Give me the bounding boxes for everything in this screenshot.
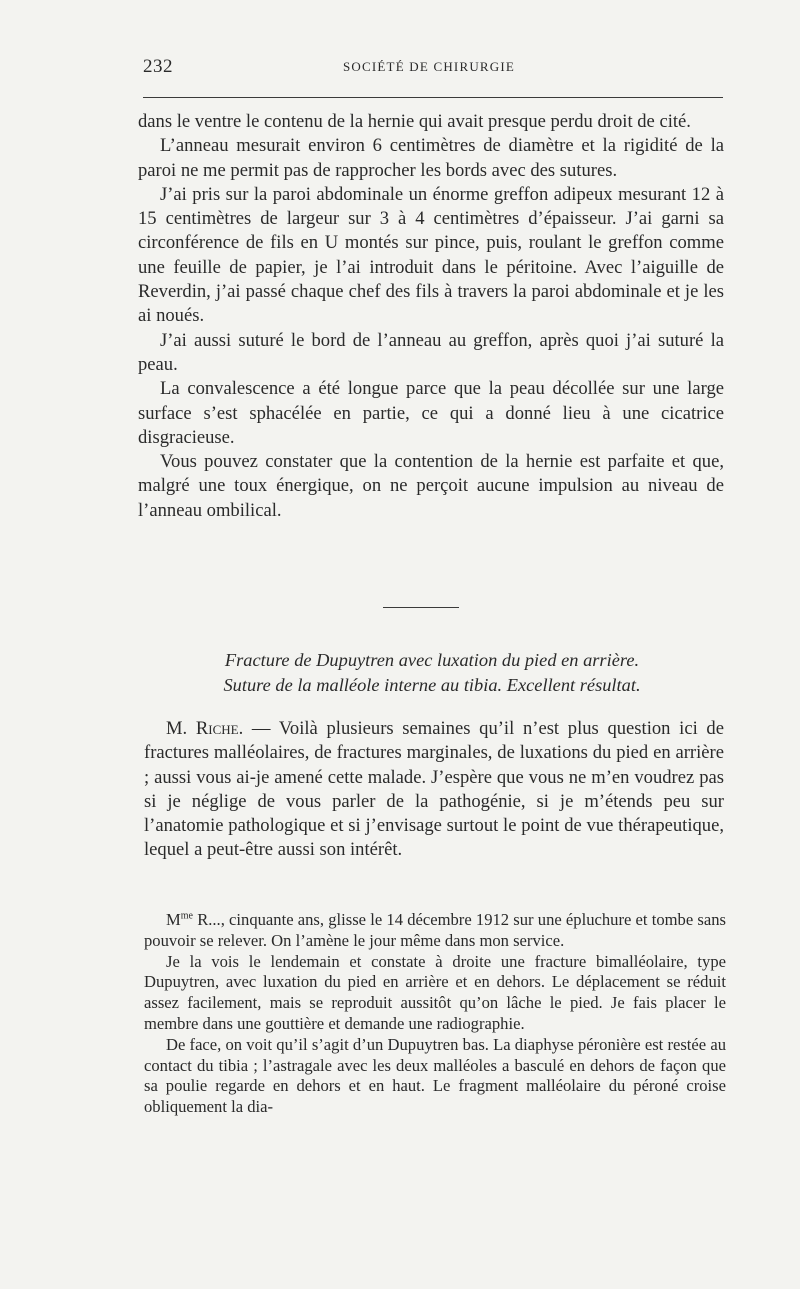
case-paragraph-3: De face, on voit qu’il s’agit d’un Dupuytren bas. La diaphyse péronière est restée au contact du tibia ; l’astragale avec les deux malléoles a basculé en dehors de façon que sa poulie regarde en dehors et en haut. Le fragment malléolaire du péroné croise obliquement la dia-: [144, 1034, 726, 1117]
intro-paragraph: [144, 717, 724, 863]
header-rule: [143, 97, 723, 98]
section-separator: [383, 607, 459, 608]
article-title-line-1: Fracture de Dupuytren avec luxation du pied en arrière.: [224, 650, 640, 670]
case-paragraph-2: Je la vois le lendemain et constate à droite une fracture bimalléolaire, type Dupuytren, avec luxation du pied en arrière et en dehors. Le déplacement se réduit assez facilement, mais se reproduit aussitôt qu’on lâche le pied. Je fais placer le membre dans une gouttière et demande une radiographie.: [144, 951, 726, 1033]
paragraph-graft: J’ai pris sur la paroi abdominale un énorme greffon adipeux mesurant 12 à 15 centimètres de largeur sur 3 à 4 centimètres d’épaisseur. J’ai garni sa circonférence de fils en U montés sur pince, puis, roulant le greffon comme une feuille de papier, je l’ai introduit dans le péritoine. Avec l’aiguille de Reverdin, j’ai passé chaque chef des fils à travers la paroi abdominale et je les ai noués.: [138, 183, 724, 327]
paragraph-ring: L’anneau mesurait environ 6 centimètres de diamètre et la rigidité de la paroi ne me permit pas de rapprocher les bords avec des sutures.: [138, 135, 724, 181]
page-number: 232: [143, 56, 173, 77]
article-intro: [144, 717, 724, 863]
paragraph-result: Vous pouvez constater que la contention de la hernie est parfaite et que, malgré une toux énergique, on ne perçoit aucune impulsion au niveau de l’anneau ombilical.: [138, 451, 724, 521]
case-prefix-sup: me: [180, 910, 193, 922]
case-report: [144, 910, 726, 1118]
intro-text: — Voilà plusieurs semaines qu’il n’est plus question ici de fractures malléolaires, de fractures marginales, de luxations du pied en arrière ; aussi vous ai-je amené cette malade. J’espère que vous ne m’en voudrez pas si je néglige de vous parler de la pathogénie, si je m’étends peu sur l’anatomie pathologique et si j’envisage surtout le point de vue thérapeutique, lequel a peut-être aussi son intérêt.: [144, 718, 724, 861]
paragraph-suture: J’ai aussi suturé le bord de l’anneau au greffon, après quoi j’ai suturé la peau.: [138, 329, 724, 375]
running-head: [143, 56, 723, 80]
case-paragraph-1: [144, 910, 726, 952]
case-prefix: M: [166, 910, 181, 929]
journal-title: SOCIÉTÉ DE CHIRURGIE: [343, 59, 516, 74]
article-title-line-2: Suture de la malléole interne au tibia. Excellent résultat.: [223, 674, 641, 695]
author-name: M. Riche.: [166, 718, 244, 739]
continued-text: [138, 110, 724, 523]
case-text-1: R..., cinquante ans, glisse le 14 décembre 1912 sur une épluchure et tombe sans pouvoir se relever. On l’amène le jour même dans mon service.: [144, 910, 726, 950]
article-title: [140, 648, 724, 697]
paragraph-continued: dans le ventre le contenu de la hernie qui avait presque perdu droit de cité.: [138, 111, 691, 132]
paragraph-convalescence: La convalescence a été longue parce que la peau décollée sur une large surface s’est sphacélée en partie, ce qui a donné lieu à une cicatrice disgracieuse.: [138, 378, 724, 448]
